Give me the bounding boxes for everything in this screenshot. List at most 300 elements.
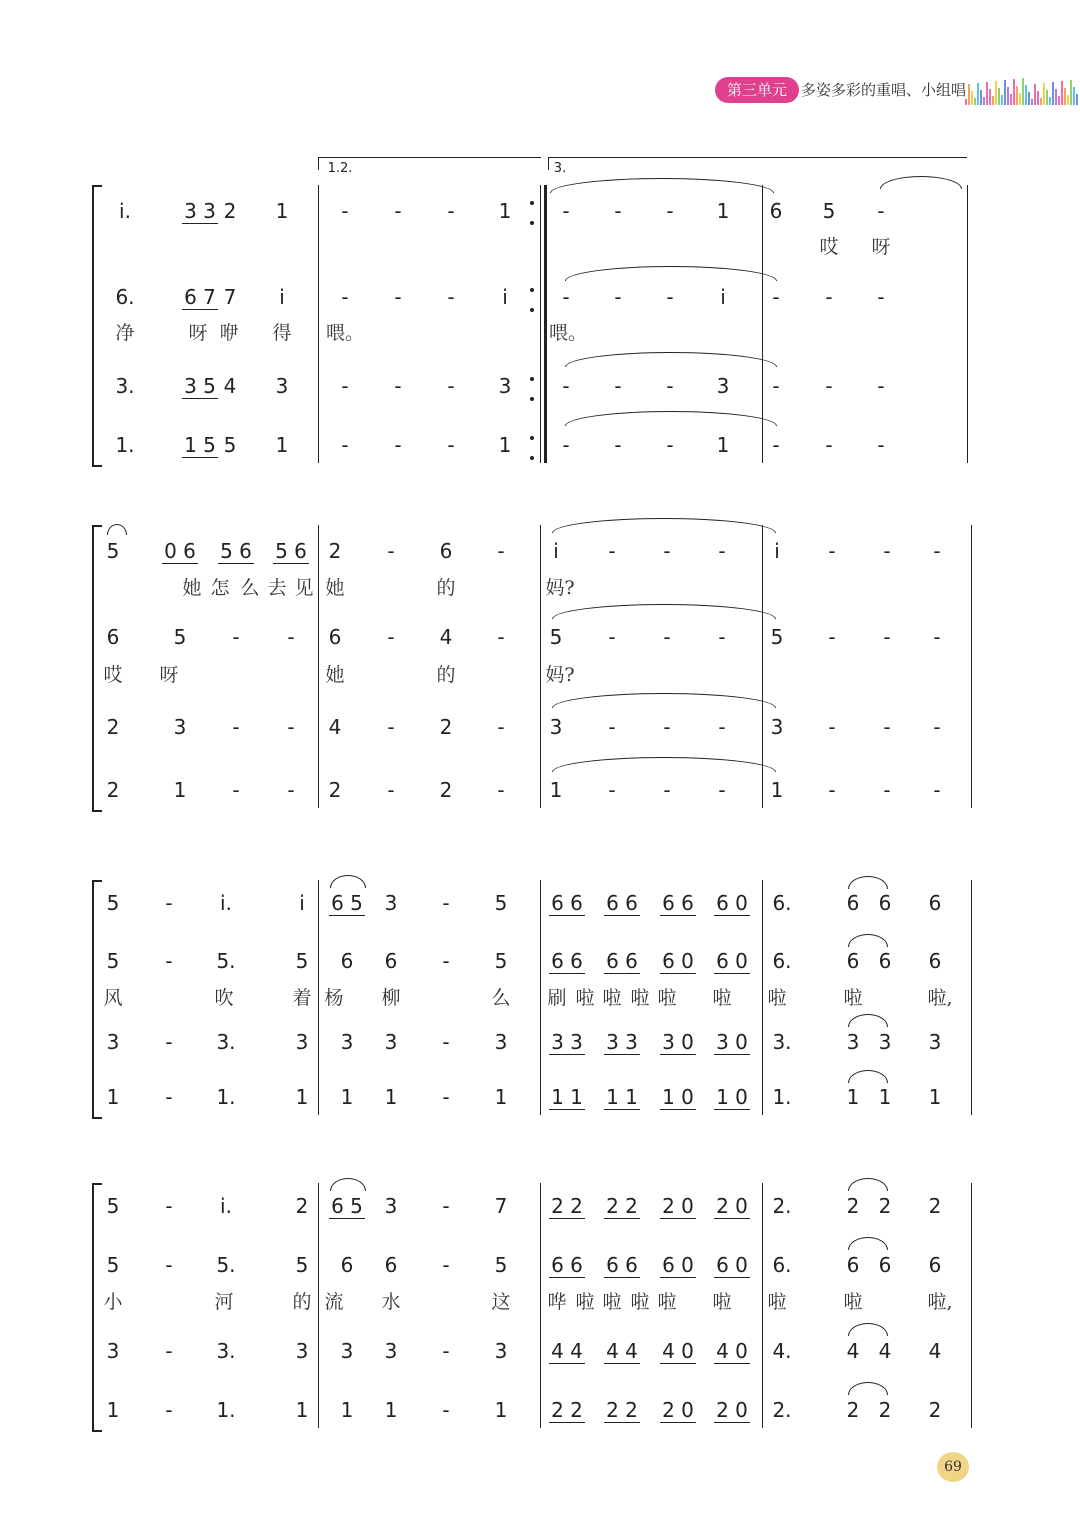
note: 2: [328, 778, 342, 802]
note: 5: [106, 1194, 120, 1218]
note: -: [165, 1398, 173, 1422]
note: -: [562, 374, 570, 398]
note: 5: [223, 433, 237, 457]
note: -: [663, 625, 671, 649]
note: 6: [439, 539, 453, 563]
note: 5: [173, 625, 187, 649]
unit-title: 多姿多彩的重唱、小组唱: [801, 81, 967, 99]
beam-underline: [660, 1363, 696, 1364]
note: -: [608, 625, 616, 649]
note: 6 0: [716, 891, 748, 915]
volta-label: 3.: [553, 161, 567, 176]
note: -: [933, 539, 941, 563]
note: 1 0: [716, 1085, 748, 1109]
note: -: [608, 715, 616, 739]
note: -: [608, 539, 616, 563]
note: 3: [295, 1339, 309, 1363]
note: -: [341, 433, 349, 457]
note: 3.: [772, 1030, 792, 1054]
note: -: [562, 285, 570, 309]
beam-underline: [604, 1218, 640, 1219]
tie-slur: [107, 524, 127, 535]
beam-underline: [714, 1422, 750, 1423]
note: 2 0: [716, 1194, 748, 1218]
beam-underline: [549, 1218, 585, 1219]
beam-underline: [329, 1218, 365, 1219]
note: -: [562, 433, 570, 457]
note: 1: [295, 1398, 309, 1422]
note: -: [825, 374, 833, 398]
lyric: 杨: [324, 987, 344, 1009]
note: 2: [846, 1194, 860, 1218]
volta-bracket-3: [548, 157, 967, 170]
note: 2.: [772, 1398, 792, 1422]
note: 6 0: [716, 1253, 748, 1277]
note: 1 0: [662, 1085, 694, 1109]
note: -: [828, 625, 836, 649]
note: 3: [716, 374, 730, 398]
note: 1: [275, 433, 289, 457]
note: 6: [384, 1253, 398, 1277]
lyric: 小: [103, 1291, 123, 1313]
beam-underline: [273, 563, 309, 564]
lyric: 的: [436, 577, 456, 599]
note: 3: [770, 715, 784, 739]
note: i: [279, 285, 285, 309]
note: 3: [384, 1030, 398, 1054]
note: 1: [498, 199, 512, 223]
beam-underline: [714, 1054, 750, 1055]
beam-underline: [660, 1218, 696, 1219]
lyric: 这: [491, 1291, 511, 1313]
note: 3: [494, 1339, 508, 1363]
repeat-dot: [530, 436, 534, 440]
lyric: 流: [324, 1291, 344, 1313]
note: 1: [106, 1398, 120, 1422]
bar-line: [544, 185, 547, 463]
beam-underline: [604, 1277, 640, 1278]
note: -: [663, 715, 671, 739]
note: 6: [928, 1253, 942, 1277]
note: -: [232, 778, 240, 802]
note: 6: [769, 199, 783, 223]
note: -: [387, 778, 395, 802]
beam-underline: [549, 915, 585, 916]
note: -: [877, 199, 885, 223]
note: -: [718, 715, 726, 739]
beam-underline: [714, 973, 750, 974]
note: 2: [439, 778, 453, 802]
note: 1: [716, 433, 730, 457]
system-brace: [92, 1183, 102, 1432]
note: 1.: [216, 1085, 236, 1109]
lyric: 风: [103, 987, 123, 1009]
lyric: 呀: [871, 236, 891, 258]
note: 2 2: [606, 1398, 638, 1422]
note: 1: [498, 433, 512, 457]
note: 5: [494, 1253, 508, 1277]
note: 2 0: [662, 1398, 694, 1422]
note: -: [933, 715, 941, 739]
note: 1: [173, 778, 187, 802]
note: 6: [340, 1253, 354, 1277]
note: 6: [878, 949, 892, 973]
note: 3 0: [716, 1030, 748, 1054]
note: -: [772, 374, 780, 398]
note: -: [614, 199, 622, 223]
note: 5: [295, 1253, 309, 1277]
note: -: [614, 374, 622, 398]
note: 5 6: [275, 539, 307, 563]
lyric: 怎: [210, 577, 230, 599]
note: 1: [494, 1398, 508, 1422]
beam-underline: [714, 1109, 750, 1110]
bar-line: [318, 525, 319, 808]
note: 5: [494, 949, 508, 973]
note: -: [387, 715, 395, 739]
note: 1 5: [184, 433, 216, 457]
note: i.: [220, 1194, 232, 1218]
tie-slur: [848, 1014, 888, 1027]
note: 6 0: [662, 949, 694, 973]
lyric: 啦: [843, 987, 863, 1009]
note: -: [165, 1339, 173, 1363]
note: 5: [106, 891, 120, 915]
note: -: [666, 374, 674, 398]
note: 4: [878, 1339, 892, 1363]
beam-underline: [549, 1109, 585, 1110]
note: 3: [173, 715, 187, 739]
note: 3: [275, 374, 289, 398]
lyric: 啦: [712, 1291, 732, 1313]
note: -: [394, 285, 402, 309]
lyric: 妈?: [545, 664, 575, 686]
note: 2 2: [551, 1194, 583, 1218]
beam-underline: [714, 1277, 750, 1278]
note: 2: [106, 778, 120, 802]
tie-slur: [330, 875, 366, 888]
beam-underline: [604, 1109, 640, 1110]
note: -: [562, 199, 570, 223]
note: 1: [846, 1085, 860, 1109]
note: 5: [106, 539, 120, 563]
note: -: [232, 715, 240, 739]
bar-line: [762, 1183, 763, 1428]
tie-slur: [848, 1323, 888, 1336]
note: 3: [106, 1030, 120, 1054]
beam-underline: [549, 973, 585, 974]
note: 2 2: [606, 1194, 638, 1218]
beam-underline: [218, 563, 254, 564]
note: 3.: [115, 374, 135, 398]
lyric: 着: [292, 987, 312, 1009]
lyric: 得: [272, 322, 292, 344]
note: -: [772, 285, 780, 309]
note: 6 6: [662, 891, 694, 915]
note: i.: [220, 891, 232, 915]
bar-line: [318, 1183, 319, 1428]
note: -: [442, 1085, 450, 1109]
note: 3: [494, 1030, 508, 1054]
beam-underline: [604, 1054, 640, 1055]
lyric: 啦: [630, 987, 650, 1009]
lyric: 啦,: [927, 987, 953, 1009]
tie-slur: [848, 1070, 888, 1083]
note: -: [341, 374, 349, 398]
note: -: [165, 1194, 173, 1218]
note: i: [774, 539, 780, 563]
lyric: 她: [325, 577, 345, 599]
note: 1 1: [606, 1085, 638, 1109]
tie-slur: [552, 757, 776, 772]
note: -: [442, 1194, 450, 1218]
note: 7: [223, 285, 237, 309]
note: 6 6: [551, 891, 583, 915]
note: 5: [106, 949, 120, 973]
tie-slur: [565, 352, 777, 367]
note: -: [442, 891, 450, 915]
note: -: [663, 539, 671, 563]
note: 6: [846, 949, 860, 973]
note: 3 5: [184, 374, 216, 398]
note: 6.: [772, 1253, 792, 1277]
tie-slur: [880, 176, 962, 189]
note: -: [718, 778, 726, 802]
note: 2: [106, 715, 120, 739]
beam-underline: [604, 1422, 640, 1423]
lyric: 呀: [159, 664, 179, 686]
note: -: [165, 1253, 173, 1277]
note: -: [341, 199, 349, 223]
note: -: [394, 199, 402, 223]
bar-line: [971, 1183, 972, 1428]
unit-badge: 第三单元: [715, 77, 799, 103]
note: -: [883, 715, 891, 739]
beam-underline: [660, 973, 696, 974]
beam-underline: [660, 915, 696, 916]
lyric: 啦: [630, 1291, 650, 1313]
lyric: 去: [267, 577, 287, 599]
note: -: [666, 199, 674, 223]
note: 1 1: [551, 1085, 583, 1109]
note: -: [447, 374, 455, 398]
lyric: 么: [240, 577, 260, 599]
repeat-dot: [530, 397, 534, 401]
note: 3: [384, 1339, 398, 1363]
tie-slur: [848, 1178, 888, 1191]
note: 2: [295, 1194, 309, 1218]
beam-underline: [660, 1422, 696, 1423]
note: -: [877, 374, 885, 398]
tie-slur: [565, 266, 777, 281]
note: 2: [223, 199, 237, 223]
lyric: 河: [214, 1291, 234, 1313]
lyric: 啦: [575, 1291, 595, 1313]
note: -: [933, 625, 941, 649]
lyric: 啦: [657, 1291, 677, 1313]
lyric: 她: [182, 577, 202, 599]
lyric: 呀: [188, 322, 208, 344]
note: 5: [770, 625, 784, 649]
note: -: [825, 285, 833, 309]
note: i: [553, 539, 559, 563]
tie-slur: [552, 604, 776, 619]
note: -: [442, 1398, 450, 1422]
note: 2: [928, 1398, 942, 1422]
beam-underline: [604, 1363, 640, 1364]
lyric: 哗: [547, 1291, 567, 1313]
beam-underline: [660, 1277, 696, 1278]
note: -: [387, 625, 395, 649]
repeat-dot: [530, 221, 534, 225]
beam-underline: [714, 1218, 750, 1219]
bar-line: [540, 1183, 541, 1428]
note: 6 5: [331, 891, 363, 915]
note: 6: [878, 891, 892, 915]
note: 1: [340, 1085, 354, 1109]
note: 1: [549, 778, 563, 802]
note: 6 6: [606, 949, 638, 973]
note: 1.: [115, 433, 135, 457]
note: 1: [770, 778, 784, 802]
note: 6.: [115, 285, 135, 309]
beam-underline: [714, 915, 750, 916]
note: -: [497, 778, 505, 802]
beam-underline: [549, 1054, 585, 1055]
note: 6 0: [716, 949, 748, 973]
lyric: 么: [491, 987, 511, 1009]
note: -: [232, 625, 240, 649]
beam-underline: [182, 457, 218, 458]
note: -: [608, 778, 616, 802]
note: 0 6: [164, 539, 196, 563]
note: -: [394, 433, 402, 457]
note: 6: [878, 1253, 892, 1277]
note: 3: [384, 891, 398, 915]
tie-slur: [550, 178, 774, 193]
note: 1.: [216, 1398, 236, 1422]
note: 6 6: [551, 949, 583, 973]
bar-line: [540, 880, 541, 1115]
note: -: [877, 285, 885, 309]
note: 4 4: [551, 1339, 583, 1363]
note: 5: [494, 891, 508, 915]
beam-underline: [604, 915, 640, 916]
note: 4: [846, 1339, 860, 1363]
lyric: 啦: [657, 987, 677, 1009]
lyric: 啦: [843, 1291, 863, 1313]
note: 3 0: [662, 1030, 694, 1054]
note: 5: [295, 949, 309, 973]
note: 6: [928, 949, 942, 973]
note: 3: [549, 715, 563, 739]
note: 3: [846, 1030, 860, 1054]
note: 2: [878, 1194, 892, 1218]
note: 6: [846, 1253, 860, 1277]
lyric: 水: [381, 1291, 401, 1313]
beam-underline: [714, 1363, 750, 1364]
note: -: [387, 539, 395, 563]
note: -: [165, 1085, 173, 1109]
note: 6: [328, 625, 342, 649]
note: 2 2: [551, 1398, 583, 1422]
bar-line: [971, 525, 972, 808]
note: 1: [295, 1085, 309, 1109]
note: -: [663, 778, 671, 802]
note: 3: [295, 1030, 309, 1054]
note: 6: [106, 625, 120, 649]
note: 1: [275, 199, 289, 223]
note: 7: [494, 1194, 508, 1218]
note: i: [299, 891, 305, 915]
repeat-dot: [530, 201, 534, 205]
note: 2: [878, 1398, 892, 1422]
lyric: 喂。: [548, 322, 588, 344]
note: -: [718, 539, 726, 563]
note: -: [828, 778, 836, 802]
note: 4: [223, 374, 237, 398]
note: -: [877, 433, 885, 457]
note: 3: [384, 1194, 398, 1218]
bar-line: [971, 880, 972, 1115]
note: 1: [384, 1085, 398, 1109]
note: -: [165, 891, 173, 915]
note: -: [666, 433, 674, 457]
note: 1: [494, 1085, 508, 1109]
note: -: [718, 625, 726, 649]
note: 4: [328, 715, 342, 739]
note: -: [666, 285, 674, 309]
lyric: 的: [292, 1291, 312, 1313]
note: 3: [340, 1339, 354, 1363]
tie-slur: [848, 1237, 888, 1250]
note: 2 0: [662, 1194, 694, 1218]
beam-underline: [604, 973, 640, 974]
note: 5.: [216, 1253, 236, 1277]
lyric: 啦: [602, 1291, 622, 1313]
note: 2.: [772, 1194, 792, 1218]
note: -: [933, 778, 941, 802]
lyric: 净: [115, 322, 135, 344]
note: -: [828, 715, 836, 739]
note: -: [447, 199, 455, 223]
lyric: 哎: [819, 236, 839, 258]
note: 3: [878, 1030, 892, 1054]
note: -: [497, 715, 505, 739]
lyric: 啦: [767, 987, 787, 1009]
note: 2: [328, 539, 342, 563]
note: -: [614, 285, 622, 309]
note: 4 4: [606, 1339, 638, 1363]
note: 4.: [772, 1339, 792, 1363]
repeat-dot: [530, 308, 534, 312]
page-number: 69: [937, 1452, 969, 1482]
note: 4: [439, 625, 453, 649]
lyric: 她: [325, 664, 345, 686]
lyric: 柳: [381, 987, 401, 1009]
note: 1: [716, 199, 730, 223]
note: -: [442, 1030, 450, 1054]
lyric: 啦,: [927, 1291, 953, 1313]
bar-line: [540, 525, 541, 808]
beam-underline: [329, 915, 365, 916]
note: 2: [439, 715, 453, 739]
note: -: [287, 778, 295, 802]
note: 6 6: [606, 891, 638, 915]
note: 2: [928, 1194, 942, 1218]
beam-underline: [660, 1109, 696, 1110]
note: -: [883, 778, 891, 802]
